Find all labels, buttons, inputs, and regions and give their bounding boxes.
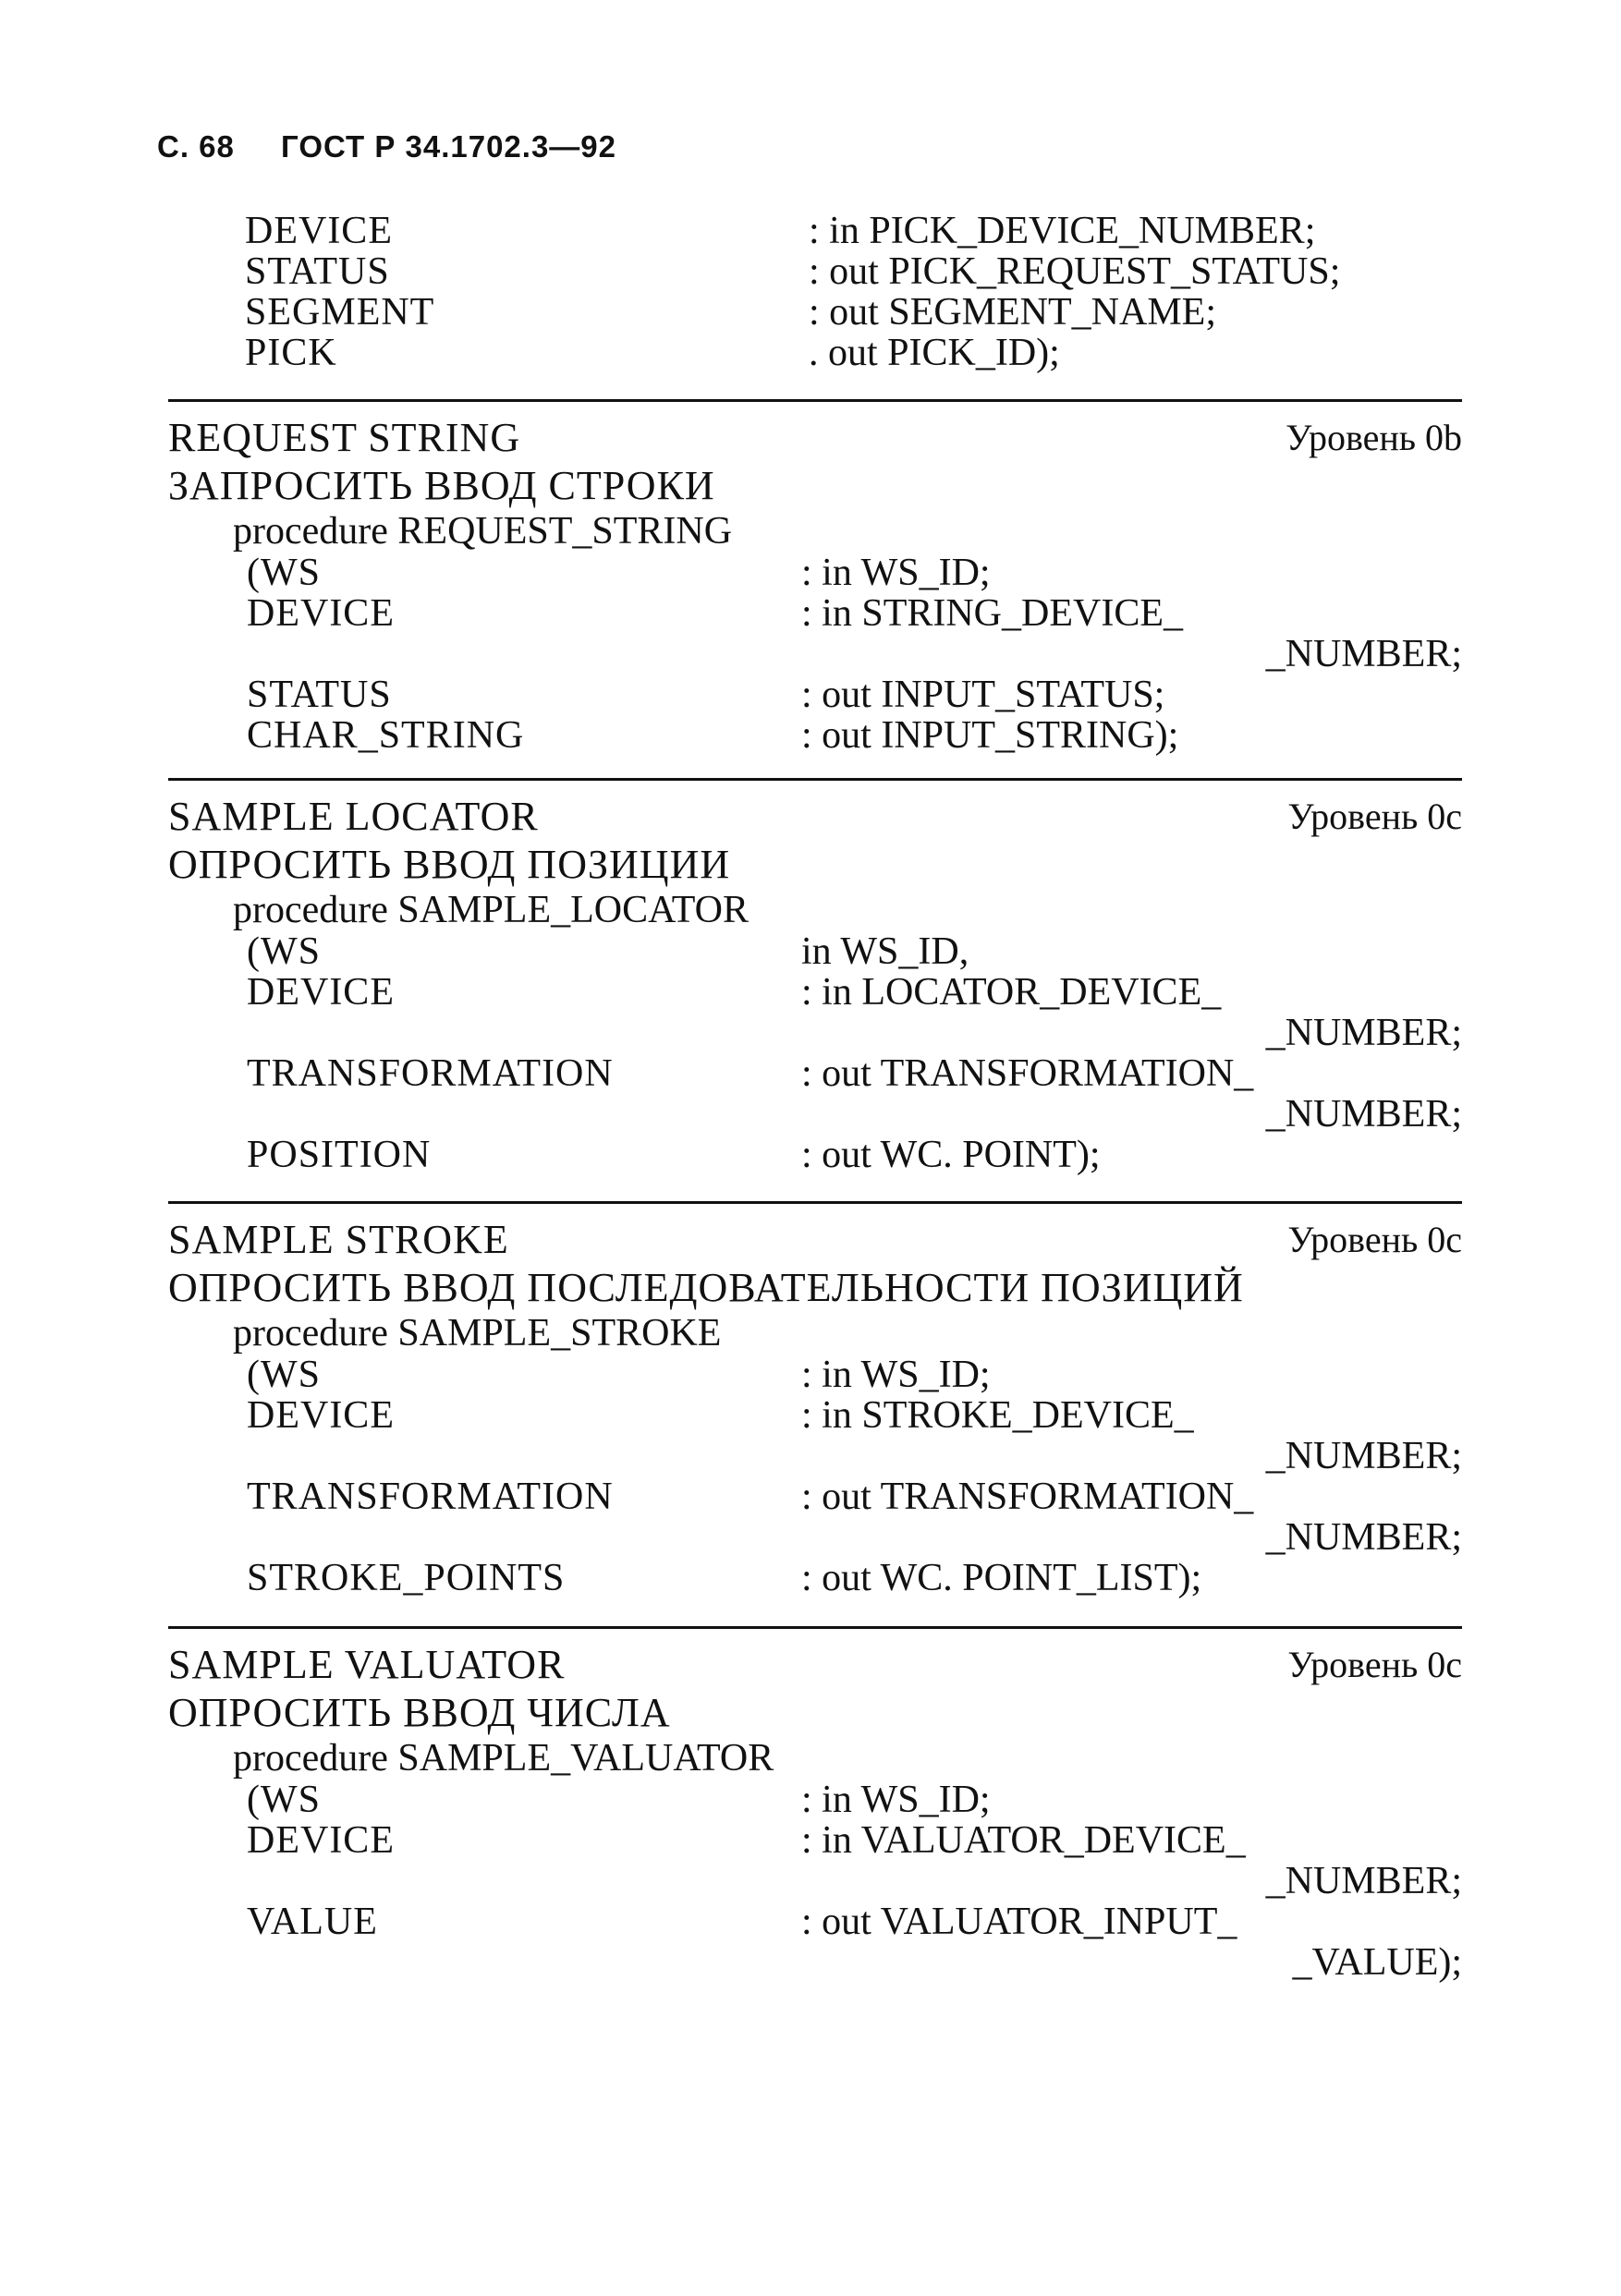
section-title-ru: ОПРОСИТЬ ВВОД ЧИСЛА xyxy=(168,1690,671,1735)
page-number: С. 68 xyxy=(157,129,235,164)
level-label: Уровень 0c xyxy=(1287,1219,1462,1260)
param-name: POSITION xyxy=(247,1134,432,1176)
param-name: PICK xyxy=(245,332,337,374)
param-row xyxy=(247,1820,1462,1901)
param-name: TRANSFORMATION xyxy=(247,1052,614,1095)
param-type: : out INPUT_STATUS; xyxy=(801,674,1165,716)
param-row xyxy=(247,1355,1462,1395)
param-type: : in LOCATOR_DEVICE_ xyxy=(801,971,1222,1014)
param-row xyxy=(247,1901,1462,1983)
param-type: in WS_ID, xyxy=(801,930,969,973)
section-divider xyxy=(168,1626,1462,1629)
param-type-continuation: _NUMBER; xyxy=(1265,1093,1462,1136)
section-title-ru: ОПРОСИТЬ ВВОД ПОЗИЦИИ xyxy=(168,842,731,887)
section-sample-stroke xyxy=(168,1216,1462,1598)
param-row xyxy=(245,251,1465,292)
section-title-ru: ОПРОСИТЬ ВВОД ПОСЛЕДОВАТЕЛЬНОСТИ ПОЗИЦИЙ xyxy=(168,1265,1244,1310)
param-type-continuation: _NUMBER; xyxy=(1265,1012,1462,1054)
param-type: : out VALUATOR_INPUT_ xyxy=(801,1901,1237,1943)
level-label: Уровень 0c xyxy=(1287,796,1462,837)
param-name: DEVICE xyxy=(247,971,395,1014)
param-name: TRANSFORMATION xyxy=(247,1476,614,1518)
param-type: : in WS_ID; xyxy=(801,552,991,594)
param-name: DEVICE xyxy=(245,210,393,252)
param-type: : out WC. POINT); xyxy=(801,1134,1101,1176)
param-name: (WS xyxy=(247,1779,321,1821)
param-row xyxy=(247,715,1462,756)
param-type-continuation: _VALUE); xyxy=(1292,1941,1462,1984)
param-list xyxy=(247,1355,1462,1598)
param-name: DEVICE xyxy=(247,592,395,635)
param-type: : out PICK_REQUEST_STATUS; xyxy=(809,250,1341,293)
param-type: . out PICK_ID); xyxy=(809,332,1060,374)
param-type: : out TRANSFORMATION_ xyxy=(801,1052,1254,1095)
param-row xyxy=(247,553,1462,593)
param-row xyxy=(247,1780,1462,1820)
param-row xyxy=(245,211,1465,251)
param-type: : out SEGMENT_NAME; xyxy=(809,291,1216,334)
section-request-string xyxy=(168,414,1462,756)
param-row xyxy=(247,1558,1462,1598)
param-list xyxy=(247,553,1462,756)
procedure-signature: procedure SAMPLE_LOCATOR xyxy=(233,889,750,931)
param-name: (WS xyxy=(247,552,321,594)
param-row xyxy=(245,333,1465,373)
procedure-signature: procedure REQUEST_STRING xyxy=(233,510,733,553)
param-row xyxy=(247,931,1462,972)
param-type-continuation: _NUMBER; xyxy=(1265,1860,1462,1902)
procedure-signature: procedure SAMPLE_VALUATOR xyxy=(233,1737,774,1780)
param-name: STROKE_POINTS xyxy=(247,1557,566,1599)
param-row xyxy=(247,1135,1462,1175)
param-name: SEGMENT xyxy=(245,291,435,334)
section-title: REQUEST STRING xyxy=(168,415,521,460)
param-name: (WS xyxy=(247,1354,321,1396)
param-type: : out INPUT_STRING); xyxy=(801,714,1179,757)
param-list xyxy=(247,1780,1462,1983)
level-label: Уровень 0c xyxy=(1287,1644,1462,1685)
param-name: DEVICE xyxy=(247,1819,395,1862)
param-type-continuation: _NUMBER; xyxy=(1265,1435,1462,1477)
standard-code: ГОСТ Р 34.1702.3—92 xyxy=(281,129,617,164)
param-row xyxy=(247,593,1462,674)
param-type-continuation: _NUMBER; xyxy=(1265,1516,1462,1559)
section-sample-valuator xyxy=(168,1641,1462,1983)
section-title: SAMPLE STROKE xyxy=(168,1217,509,1262)
param-type: : out WC. POINT_LIST); xyxy=(801,1557,1202,1599)
param-name: VALUE xyxy=(247,1901,378,1943)
param-name: CHAR_STRING xyxy=(247,714,525,757)
page-header xyxy=(157,129,653,164)
param-type: : in PICK_DEVICE_NUMBER; xyxy=(809,210,1316,252)
section-divider xyxy=(168,399,1462,402)
param-name: DEVICE xyxy=(247,1394,395,1437)
param-row xyxy=(247,1476,1462,1558)
param-type: : in STRING_DEVICE_ xyxy=(801,592,1183,635)
param-type: : out TRANSFORMATION_ xyxy=(801,1476,1254,1518)
param-type: : in VALUATOR_DEVICE_ xyxy=(801,1819,1246,1862)
procedure-signature: procedure SAMPLE_STROKE xyxy=(233,1312,722,1355)
section-title-ru: ЗАПРОСИТЬ ВВОД СТРОКИ xyxy=(168,463,715,508)
param-type-continuation: _NUMBER; xyxy=(1265,633,1462,675)
section-divider xyxy=(168,1201,1462,1204)
param-name: STATUS xyxy=(247,674,392,716)
param-row xyxy=(247,1053,1462,1135)
section-divider xyxy=(168,778,1462,781)
param-row xyxy=(247,1395,1462,1476)
section-sample-locator xyxy=(168,793,1462,1175)
section-title: SAMPLE LOCATOR xyxy=(168,794,539,839)
level-label: Уровень 0b xyxy=(1286,417,1462,458)
param-name: (WS xyxy=(247,930,321,973)
section-title: SAMPLE VALUATOR xyxy=(168,1642,566,1687)
param-name: STATUS xyxy=(245,250,390,293)
param-row xyxy=(247,674,1462,715)
param-type: : in STROKE_DEVICE_ xyxy=(801,1394,1194,1437)
continuation-params xyxy=(245,211,1465,373)
param-type: : in WS_ID; xyxy=(801,1354,991,1396)
param-row xyxy=(247,972,1462,1053)
param-list xyxy=(247,931,1462,1175)
param-row xyxy=(245,292,1465,333)
param-type: : in WS_ID; xyxy=(801,1779,991,1821)
